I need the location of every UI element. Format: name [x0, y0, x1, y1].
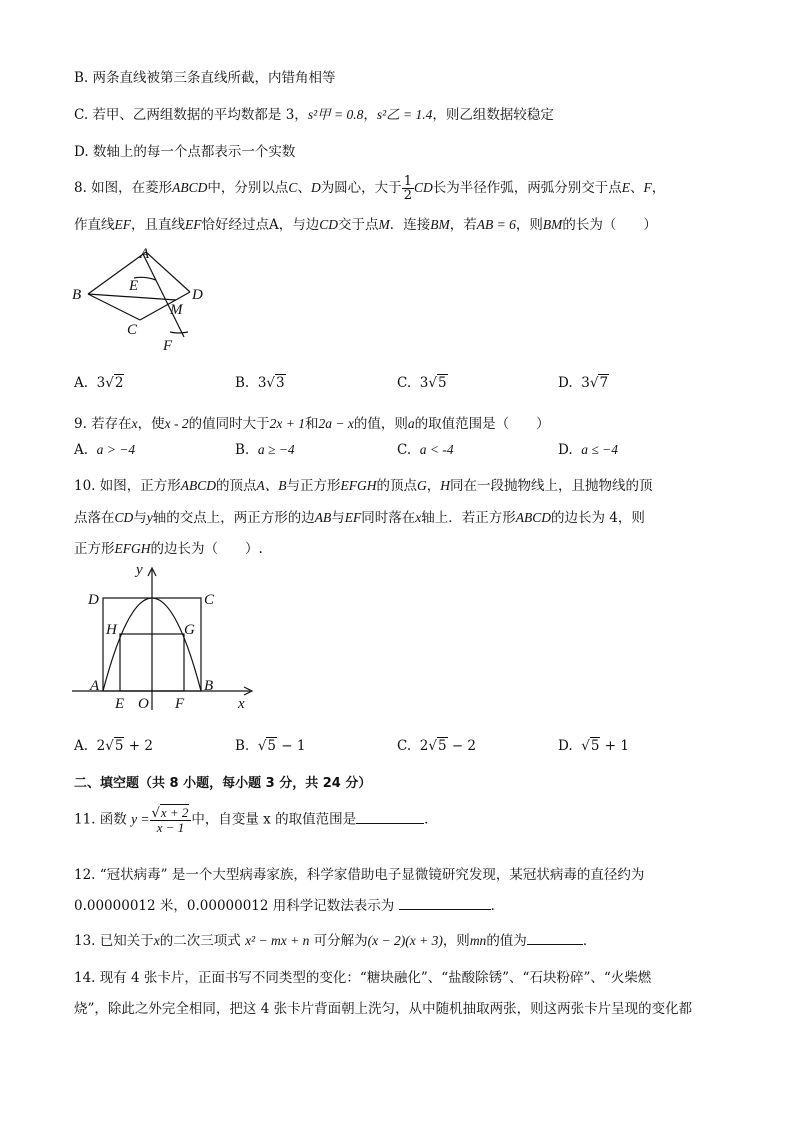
label-o: O: [138, 696, 149, 712]
label-y: y: [136, 562, 143, 578]
q8-rhombus-figure: [66, 242, 216, 357]
label-e: E: [129, 278, 139, 294]
q10-option-c[interactable]: C. 2√5 − 2: [397, 738, 477, 754]
q11-answer-blank[interactable]: [356, 823, 424, 824]
label-d: D: [192, 287, 203, 303]
label-g: G: [184, 622, 195, 638]
q10-option-a[interactable]: A. 2√5 + 2: [74, 738, 153, 754]
q8-stem-line2: 作直线EF，且直线EF恰好经过点A，与边CD交于点M．连接BM，若AB = 6，则BM的长为（ ）: [74, 217, 657, 233]
q13-answer-blank[interactable]: [527, 944, 583, 945]
q14-line2: 烧”，除此之外完全相同，把这 4 张卡片背面朝上洗匀，从中随机抽取两张，则这两张卡片呈现的变化都: [74, 1001, 693, 1017]
q7-option-b: B. 两条直线被第三条直线所截，内错角相等: [74, 70, 336, 86]
q10-option-b[interactable]: B. √5 − 1: [235, 738, 306, 754]
q10-stem-line1: 10. 如图，正方形ABCD的顶点A、B与正方形EFGH的顶点G，H同在一段抛物线上，且抛物线的顶: [74, 478, 653, 494]
q9-option-b[interactable]: B. a ≥ −4: [235, 442, 295, 458]
q9-option-d[interactable]: D. a ≤ −4: [558, 442, 619, 458]
q8-option-b[interactable]: B. 3√3: [235, 375, 285, 391]
label-b: B: [204, 678, 214, 694]
q12-line1: 12. “冠状病毒” 是一个大型病毒家族，科学家借助电子显微镜研究发现，某冠状病毒的直径约为: [74, 867, 645, 883]
q8-option-c[interactable]: C. 3√5: [397, 375, 447, 391]
label-m: M: [170, 302, 183, 318]
q12-answer-blank[interactable]: [399, 909, 491, 910]
q14-line1: 14. 现有 4 张卡片，正面书写不同类型的变化：“糖块融化”、“盐酸除锈”、“石块粉碎”、“火柴燃: [74, 970, 652, 986]
q8-option-a[interactable]: A. 3√2: [74, 375, 124, 391]
label-a: A: [140, 246, 150, 262]
section-title-fill-blank: 二、填空题（共 8 小题，每小题 3 分，共 24 分）: [74, 776, 372, 791]
q12-line2: 0.00000012 米，0.00000012 用科学记数法表示为 ．: [74, 898, 505, 914]
label-h: H: [106, 622, 117, 638]
label-c: C: [204, 592, 215, 608]
q13-stem: 13. 已知关于x的二次三项式 x² − mx + n 可分解为(x − 2)(x + 3)，则mn的值为 ．: [74, 933, 597, 949]
label-x: x: [238, 696, 245, 712]
label-a: A: [90, 678, 100, 694]
label-f: F: [175, 696, 185, 712]
q7-option-c: C. 若甲、乙两组数据的平均数都是 3，s²甲 = 0.8，s²乙 = 1.4，则乙组数据较稳定: [74, 107, 554, 123]
q10-stem-line2: 点落在CD与y轴的交点上，两正方形的边AB与EF同时落在x轴上．若正方形ABCD的边长为 4，则: [74, 510, 645, 526]
label-d: D: [88, 592, 99, 608]
q9-option-a[interactable]: A. a > −4: [74, 442, 136, 458]
q9-stem: 9. 若存在x，使x - 2的值同时大于2x + 1和2a − x的值，则a的取值范围是（ ）: [74, 416, 550, 432]
q10-parabola-figure: [66, 560, 266, 718]
label-c: C: [127, 322, 138, 338]
q9-option-c[interactable]: C. a < -4: [397, 442, 454, 458]
q8-stem-line1: 8. 如图，在菱形ABCD中，分别以点C、D为圆心，大于 $\frac{1}{2}$ CD长为半径作弧，两弧分别交于点E、F，: [74, 174, 666, 203]
label-e: E: [115, 696, 125, 712]
fraction-one-half: $\frac{1}{2}$: [403, 174, 412, 203]
label-f: F: [163, 338, 173, 354]
q7-option-d: D. 数轴上的每一个点都表示一个实数: [74, 144, 296, 160]
q11-stem: 11. 函数 y = $\frac{√x + 2}{x - 1}$ 中，自变量 x 的取值范围是 ．: [74, 805, 438, 835]
q8-option-d[interactable]: D. 3√7: [558, 375, 609, 391]
label-b: B: [72, 287, 82, 303]
q11-fraction: $\frac{√x + 2}{x - 1}$: [150, 806, 192, 834]
q10-option-d[interactable]: D. √5 + 1: [558, 738, 629, 754]
q10-stem-line3: 正方形EFGH的边长为（ ）.: [74, 541, 263, 557]
